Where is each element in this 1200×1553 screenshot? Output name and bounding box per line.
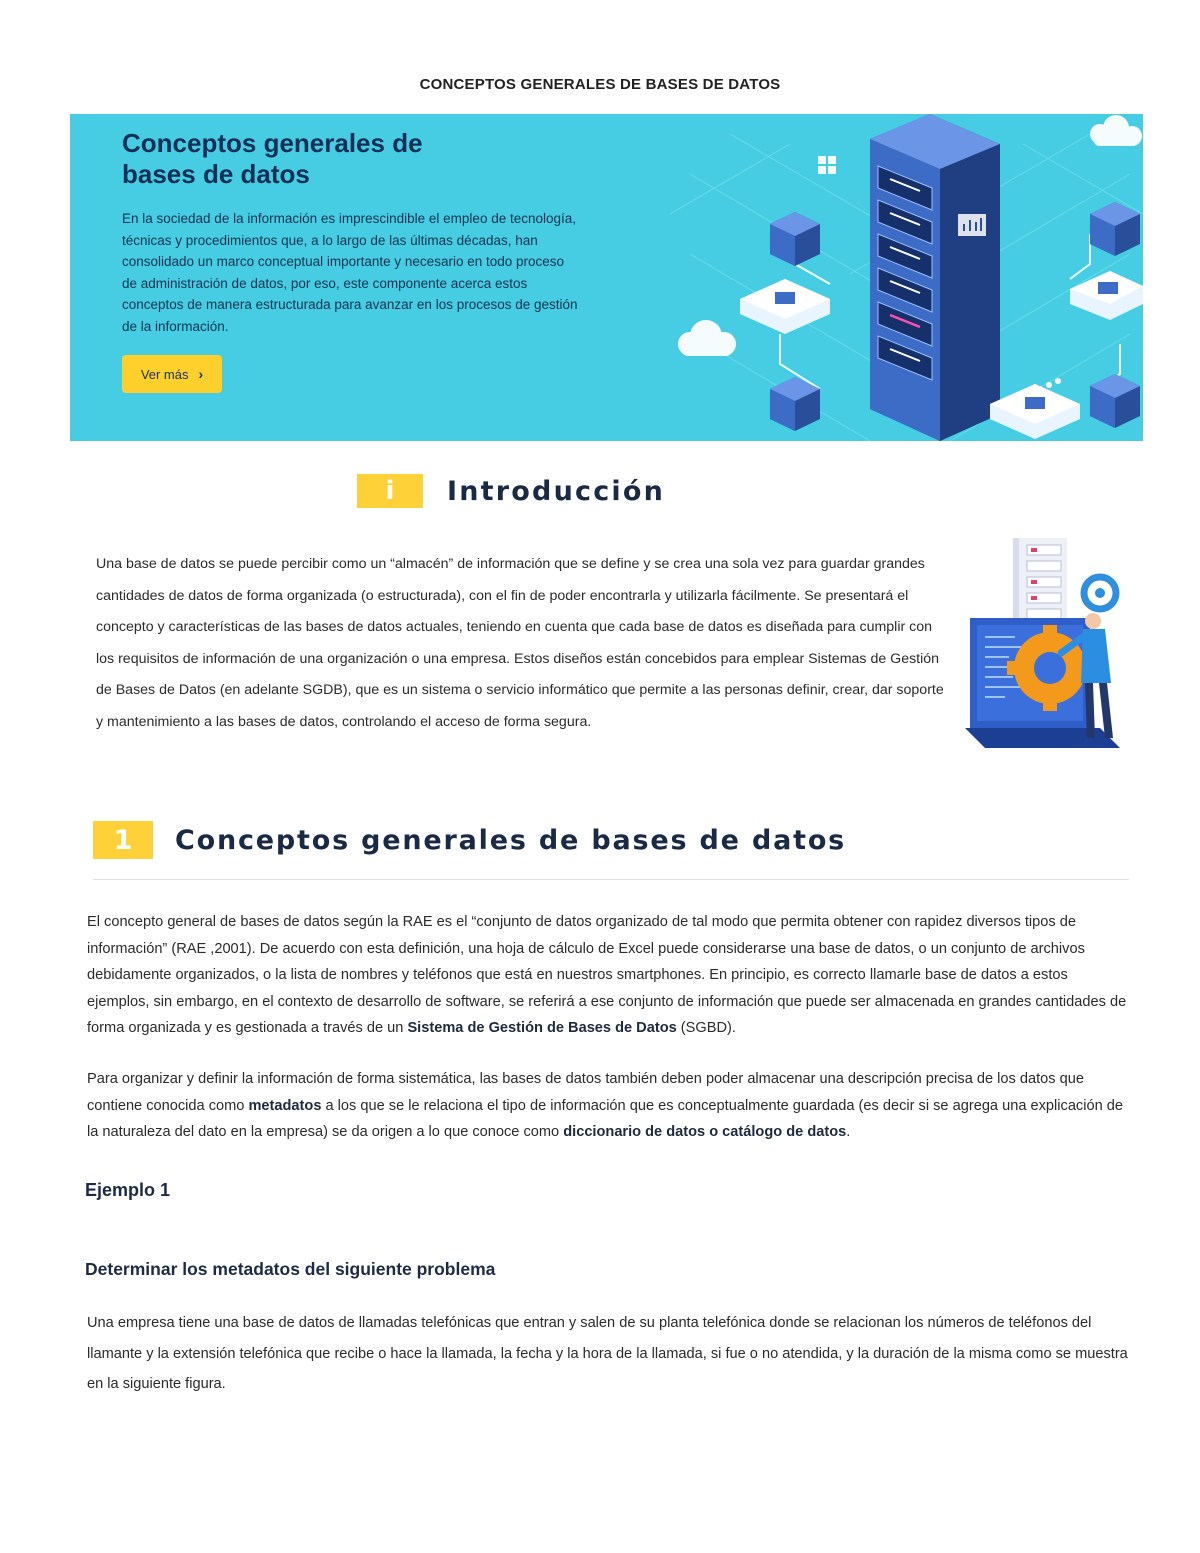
server-rack-illustration — [670, 114, 1143, 441]
ver-mas-button[interactable] — [122, 355, 222, 393]
definition-paragraph — [87, 909, 1132, 1042]
intro-title: Introducción — [447, 475, 666, 507]
definition-text-b: (SGBD). — [676, 1020, 736, 1037]
banner-title-line1: Conceptos generales de — [122, 128, 423, 158]
info-badge: i — [357, 474, 423, 508]
metadata-text-b: a los que se le relaciona el tipo de información que es conceptualmente guardada (es decir si se agrega una explicación de la naturaleza del dato en la empresa) se da origen a lo que conoce como — [87, 1097, 1123, 1141]
example-heading: Ejemplo 1 — [85, 1180, 171, 1200]
ver-mas-label: Ver más — [140, 366, 189, 382]
chevron-right-icon: › — [198, 366, 204, 382]
metadatos-term: metadatos — [248, 1097, 322, 1114]
section-1-title: Conceptos generales de bases de datos — [175, 824, 847, 856]
person-gear-illustration — [965, 533, 1130, 758]
banner-title — [122, 128, 582, 190]
section-divider — [93, 879, 1129, 880]
metadata-text-c: . — [846, 1124, 851, 1141]
sgbd-term: Sistema de Gestión de Bases de Datos — [407, 1020, 677, 1037]
section-1-heading — [93, 821, 846, 859]
metadata-text-a: Para organizar y definir la información de forma sistemática, las bases de datos también deben poder almacenar una descripción precisa de los datos que contiene conocida como — [87, 1071, 1084, 1114]
section-number-badge: 1 — [93, 821, 153, 859]
definition-text-a: El concepto general de bases de datos según la RAE es el “conjunto de datos organizado de tal modo que permita obtener con rapidez diversos tipos de información” (RAE ,2001). De acuerdo con esta definición, una hoja de cálculo de Excel puede considerarse una base de datos, o un conjunto de archivos debidamente organizados, o la lista de nombres y teléfonos que está en nuestros smartphones. En principio, es correcto llamarle base de datos a estos ejemplos, sin embargo, en el contexto de desarrollo de software, se referirá a ese conjunto de información que puede ser almacenada en grandes cantidades de forma organizada y es gestionada a través de un — [87, 914, 1127, 1037]
document-title: CONCEPTOS GENERALES DE BASES DE DATOS — [419, 76, 781, 93]
banner-title-line2: bases de datos — [122, 159, 310, 189]
metadata-paragraph — [87, 1066, 1132, 1146]
intro-paragraph: Una base de datos se puede percibir como un “almacén” de información que se define y se crea una sola vez para guardar grandes cantidades de datos de forma organizada (o estructurada), con el fin de poder encontrarla y utilizarla fácilmente. Se presentará el concepto y características de las bases de datos actuales, teniendo en cuenta que cada base de datos es diseñada para cumplir con los requisitos de información de una organización o una empresa. Estos diseños están concebidos para emplear Sistemas de Gestión de Bases de Datos (en adelante SGDB), que es un sistema o servicio informático que permite a las personas definir, crear, dar soporte y mantenimiento a las bases de datos, controlando el acceso de forma segura. — [96, 556, 944, 730]
hero-banner — [70, 114, 1143, 441]
example-subheading: Determinar los metadatos del siguiente problema — [85, 1259, 496, 1279]
diccionario-term: diccionario de datos o catálogo de datos — [563, 1124, 847, 1141]
example-paragraph: Una empresa tiene una base de datos de llamadas telefónicas que entran y salen de su planta telefónica donde se relacionan los números de teléfonos del llamante y la extensión telefónica que recibe o hace la llamada, la fecha y la hora de la llamada, si fue o no atendida, y la duración de la misma como se muestra en la siguiente figura. — [87, 1315, 1128, 1392]
intro-heading — [357, 474, 665, 508]
banner-description: En la sociedad de la información es imprescindible el empleo de tecnología, técnicas y procedimientos que, a lo largo de las últimas décadas, han consolidado un marco conceptual importante y necesario en todo proceso de administración de datos, por eso, este componente acerca estos conceptos de manera estructurada para avanzar en los procesos de gestión de la información. — [122, 211, 578, 334]
